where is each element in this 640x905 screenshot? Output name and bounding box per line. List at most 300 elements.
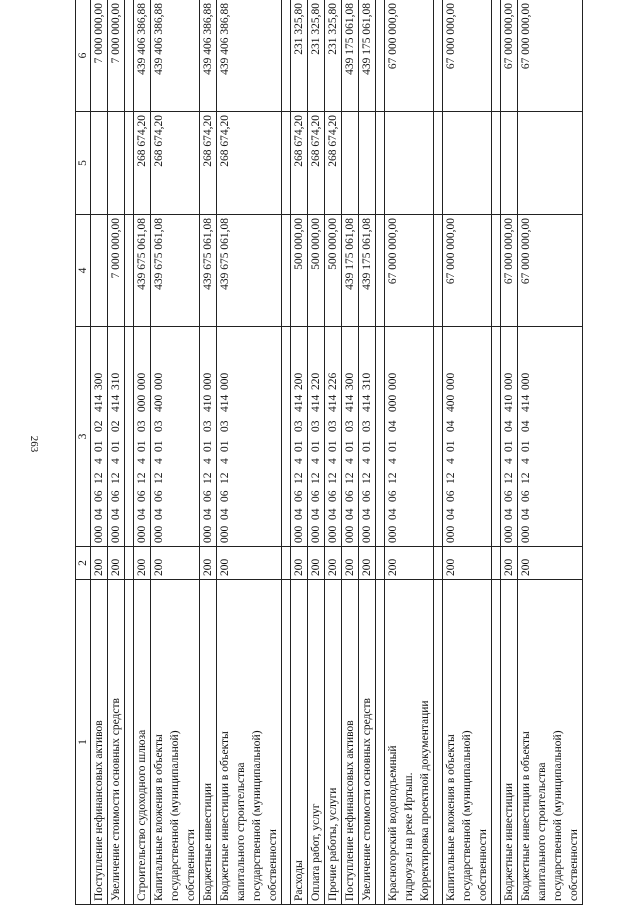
- header-cell: 6: [76, 0, 91, 112]
- code-part: 04: [503, 508, 515, 520]
- admin-code-cell: 200: [308, 547, 325, 580]
- amount-col6: 67 000 000,00: [385, 0, 434, 112]
- code-part: 000: [136, 525, 148, 543]
- code-part: 12: [310, 472, 322, 484]
- code-part: 03: [344, 420, 356, 432]
- spacer-cell: [125, 547, 134, 580]
- code-part: 12: [293, 472, 305, 484]
- table-row: [217, 0, 282, 905]
- code-part: 03: [153, 420, 165, 432]
- budget-code-cell: [342, 327, 359, 547]
- spacer-cell: [125, 327, 134, 547]
- code-part: 06: [310, 490, 322, 502]
- row-name-cell: [501, 580, 518, 905]
- amount-col5: [385, 112, 434, 215]
- amount-col6: 439 406 386,88: [200, 0, 217, 112]
- row-name-line: капитального строительства: [536, 762, 548, 901]
- code-part: 000: [219, 372, 231, 390]
- spacer-cell: [492, 580, 501, 905]
- code-part: 06: [344, 490, 356, 502]
- code-part: 04: [110, 508, 122, 520]
- row-name-cell: [359, 580, 376, 905]
- code-part: 01: [293, 440, 305, 452]
- code-part: 12: [520, 472, 532, 484]
- amount-col4: 67 000 000,00: [443, 215, 492, 327]
- code-part: 06: [445, 490, 457, 502]
- amount-col4: 439 175 061,08: [359, 215, 376, 327]
- row-name-line: собственности: [568, 829, 580, 901]
- row-name-cell: [91, 580, 108, 905]
- code-part: 01: [327, 440, 339, 452]
- code-part: 000: [520, 525, 532, 543]
- row-name-line: Оплата работ, услуг: [310, 803, 322, 901]
- row-name-line: государственной (муниципальной): [251, 730, 263, 901]
- spacer-cell: [376, 327, 385, 547]
- code-part: 01: [445, 440, 457, 452]
- code-part: 02: [93, 420, 105, 432]
- amount-col5: [518, 112, 583, 215]
- code-part: 4: [445, 458, 457, 464]
- budget-code-cell: [385, 327, 434, 547]
- code-part: 414: [310, 394, 322, 412]
- amount-col5: [342, 112, 359, 215]
- code-part: 12: [344, 472, 356, 484]
- admin-code-cell: 200: [518, 547, 583, 580]
- admin-code-cell: 200: [385, 547, 434, 580]
- admin-code-cell: 200: [151, 547, 200, 580]
- code-part: 4: [202, 458, 214, 464]
- amount-col4: 439 675 061,08: [200, 215, 217, 327]
- amount-col5: 268 674,20: [151, 112, 200, 215]
- code-part: 000: [310, 525, 322, 543]
- code-part: 12: [361, 472, 373, 484]
- budget-code-cell: [108, 327, 125, 547]
- header-row: [76, 0, 91, 905]
- code-part: 03: [327, 420, 339, 432]
- code-part: 4: [293, 458, 305, 464]
- budget-code-cell: [443, 327, 492, 547]
- header-cell: 3: [76, 327, 91, 547]
- header-cell: 4: [76, 215, 91, 327]
- amount-col6: 439 175 061,08: [359, 0, 376, 112]
- table-row: [443, 0, 492, 905]
- amount-col6: 67 000 000,00: [518, 0, 583, 112]
- code-part: 04: [293, 508, 305, 520]
- code-part: 414: [327, 394, 339, 412]
- code-part: 04: [445, 508, 457, 520]
- code-part: 000: [153, 372, 165, 390]
- spacer-cell: [282, 547, 291, 580]
- spacer-cell: [376, 547, 385, 580]
- row-name-line: собственности: [185, 829, 197, 901]
- code-part: 04: [361, 508, 373, 520]
- code-part: 000: [387, 372, 399, 390]
- row-name-line: капитального строительства: [235, 762, 247, 901]
- code-part: 000: [219, 525, 231, 543]
- spacer-cell: [125, 0, 134, 112]
- admin-code-cell: 200: [200, 547, 217, 580]
- table-row: [359, 0, 376, 905]
- spacer-cell: [492, 547, 501, 580]
- code-part: 000: [136, 372, 148, 390]
- code-part: 4: [361, 458, 373, 464]
- table-row: [200, 0, 217, 905]
- code-part: 410: [202, 394, 214, 412]
- code-part: 01: [503, 440, 515, 452]
- spacer-row: [376, 0, 385, 905]
- code-part: 4: [520, 458, 532, 464]
- code-part: 12: [445, 472, 457, 484]
- admin-code-cell: 200: [359, 547, 376, 580]
- row-name-line: Капитальные вложения в объекты: [153, 734, 165, 901]
- amount-col5: [91, 112, 108, 215]
- row-name-line: гидроузел на реке Иртыш.: [403, 772, 415, 901]
- code-part: 06: [219, 490, 231, 502]
- row-name-line: Поступление нефинансовых активов: [93, 720, 105, 901]
- code-part: 300: [93, 372, 105, 390]
- code-part: 4: [327, 458, 339, 464]
- amount-col6: 67 000 000,00: [443, 0, 492, 112]
- code-part: 01: [136, 440, 148, 452]
- row-name-line: Красногорский водоподъемный: [387, 745, 399, 901]
- code-part: 06: [387, 490, 399, 502]
- code-part: 02: [110, 420, 122, 432]
- code-part: 06: [327, 490, 339, 502]
- spacer-row: [282, 0, 291, 905]
- budget-table: [75, 0, 583, 905]
- code-part: 03: [361, 420, 373, 432]
- row-name-cell: [325, 580, 342, 905]
- amount-col4: 500 000,00: [308, 215, 325, 327]
- header-cell: 2: [76, 547, 91, 580]
- spacer-cell: [492, 0, 501, 112]
- table-row: [325, 0, 342, 905]
- code-part: 12: [202, 472, 214, 484]
- code-part: 000: [387, 394, 399, 412]
- admin-code-cell: 200: [217, 547, 282, 580]
- row-name-line: государственной (муниципальной): [461, 730, 473, 901]
- code-part: 414: [361, 394, 373, 412]
- amount-col6: 439 406 386,88: [217, 0, 282, 112]
- spacer-cell: [376, 0, 385, 112]
- spacer-cell: [282, 327, 291, 547]
- code-part: 414: [520, 394, 532, 412]
- code-part: 01: [93, 440, 105, 452]
- spacer-cell: [376, 112, 385, 215]
- code-part: 4: [219, 458, 231, 464]
- spacer-cell: [282, 0, 291, 112]
- row-name-cell: [342, 580, 359, 905]
- header-cell: 5: [76, 112, 91, 215]
- row-name-cell: [200, 580, 217, 905]
- amount-col4: [91, 215, 108, 327]
- code-part: 300: [344, 372, 356, 390]
- budget-code-cell: [200, 327, 217, 547]
- amount-col4: 67 000 000,00: [501, 215, 518, 327]
- spacer-cell: [282, 112, 291, 215]
- row-name-line: государственной (муниципальной): [169, 730, 181, 901]
- code-part: 06: [110, 490, 122, 502]
- admin-code-cell: 200: [325, 547, 342, 580]
- code-part: 310: [361, 372, 373, 390]
- code-part: 400: [445, 394, 457, 412]
- table-row: [501, 0, 518, 905]
- code-part: 414: [344, 394, 356, 412]
- code-part: 414: [93, 394, 105, 412]
- amount-col4: 439 675 061,08: [134, 215, 151, 327]
- spacer-row: [125, 0, 134, 905]
- row-name-line: собственности: [477, 829, 489, 901]
- code-part: 01: [344, 440, 356, 452]
- budget-code-cell: [217, 327, 282, 547]
- admin-code-cell: 200: [108, 547, 125, 580]
- code-part: 000: [503, 372, 515, 390]
- code-part: 04: [327, 508, 339, 520]
- row-name-cell: [291, 580, 308, 905]
- code-part: 000: [445, 372, 457, 390]
- spacer-cell: [376, 215, 385, 327]
- row-name-line: Поступление нефинансовых активов: [344, 720, 356, 901]
- row-name-cell: [443, 580, 492, 905]
- table-row: [134, 0, 151, 905]
- spacer-cell: [282, 580, 291, 905]
- code-part: 000: [202, 525, 214, 543]
- code-part: 06: [503, 490, 515, 502]
- admin-code-cell: 200: [291, 547, 308, 580]
- code-part: 06: [361, 490, 373, 502]
- row-name-line: государственной (муниципальной): [552, 730, 564, 901]
- code-part: 01: [520, 440, 532, 452]
- code-part: 220: [310, 372, 322, 390]
- row-name-line: Бюджетные инвестиции: [202, 782, 214, 901]
- code-part: 01: [387, 440, 399, 452]
- amount-col6: 439 406 386,88: [134, 0, 151, 112]
- code-part: 000: [361, 525, 373, 543]
- code-part: 04: [219, 508, 231, 520]
- code-part: 000: [93, 525, 105, 543]
- table-row: [291, 0, 308, 905]
- table-row: [108, 0, 125, 905]
- code-part: 4: [136, 458, 148, 464]
- code-part: 01: [219, 440, 231, 452]
- rotated-page: [75, 0, 639, 905]
- amount-col5: 268 674,20: [134, 112, 151, 215]
- code-part: 4: [153, 458, 165, 464]
- row-name-line: Увеличение стоимости основных средств: [110, 698, 122, 901]
- code-part: 414: [219, 394, 231, 412]
- page-number: 263: [28, 435, 40, 453]
- code-part: 03: [202, 420, 214, 432]
- spacer-cell: [282, 215, 291, 327]
- code-part: 06: [202, 490, 214, 502]
- code-part: 410: [503, 394, 515, 412]
- code-part: 04: [136, 508, 148, 520]
- code-part: 03: [219, 420, 231, 432]
- code-part: 4: [310, 458, 322, 464]
- code-part: 04: [310, 508, 322, 520]
- budget-code-cell: [518, 327, 583, 547]
- code-part: 000: [344, 525, 356, 543]
- code-part: 04: [387, 420, 399, 432]
- amount-col6: 231 325,80: [325, 0, 342, 112]
- table-row: [151, 0, 200, 905]
- spacer-cell: [492, 327, 501, 547]
- row-name-line: Расходы: [293, 860, 305, 901]
- spacer-cell: [434, 0, 443, 112]
- spacer-row: [492, 0, 501, 905]
- row-name-line: Капитальные вложения в объекты: [445, 734, 457, 901]
- code-part: 04: [520, 420, 532, 432]
- row-name-cell: [151, 580, 200, 905]
- code-part: 000: [327, 525, 339, 543]
- admin-code-cell: 200: [501, 547, 518, 580]
- code-part: 12: [219, 472, 231, 484]
- code-part: 400: [153, 394, 165, 412]
- code-part: 000: [445, 525, 457, 543]
- amount-col4: 7 000 000,00: [108, 215, 125, 327]
- spacer-cell: [492, 112, 501, 215]
- row-name-cell: [518, 580, 583, 905]
- amount-col5: [359, 112, 376, 215]
- code-part: 226: [327, 372, 339, 390]
- amount-col4: 439 675 061,08: [151, 215, 200, 327]
- code-part: 01: [153, 440, 165, 452]
- code-part: 414: [110, 394, 122, 412]
- code-part: 06: [93, 490, 105, 502]
- code-part: 04: [93, 508, 105, 520]
- amount-col5: 268 674,20: [291, 112, 308, 215]
- table-row: [91, 0, 108, 905]
- code-part: 03: [293, 420, 305, 432]
- amount-col6: 67 000 000,00: [501, 0, 518, 112]
- code-part: 12: [136, 472, 148, 484]
- amount-col4: 500 000,00: [291, 215, 308, 327]
- code-part: 12: [110, 472, 122, 484]
- table-row: [342, 0, 359, 905]
- code-part: 06: [136, 490, 148, 502]
- budget-code-cell: [325, 327, 342, 547]
- amount-col4: 67 000 000,00: [518, 215, 583, 327]
- code-part: 200: [293, 372, 305, 390]
- row-name-line: Строительство судоходного шлюза: [136, 729, 148, 901]
- amount-col4: 67 000 000,00: [385, 215, 434, 327]
- row-name-line: Увеличение стоимости основных средств: [361, 698, 373, 901]
- code-part: 12: [327, 472, 339, 484]
- row-name-line: Прочие работы, услуги: [327, 787, 339, 901]
- code-part: 310: [110, 372, 122, 390]
- code-part: 04: [202, 508, 214, 520]
- code-part: 06: [153, 490, 165, 502]
- row-name-line: Бюджетные инвестиции в объекты: [219, 731, 231, 901]
- row-name-line: Корректировка проектной документации: [419, 700, 431, 901]
- code-part: 04: [503, 420, 515, 432]
- code-part: 04: [344, 508, 356, 520]
- code-part: 4: [503, 458, 515, 464]
- amount-col5: [108, 112, 125, 215]
- code-part: 04: [520, 508, 532, 520]
- code-part: 12: [93, 472, 105, 484]
- code-part: 01: [310, 440, 322, 452]
- budget-code-cell: [151, 327, 200, 547]
- code-part: 01: [361, 440, 373, 452]
- budget-code-cell: [91, 327, 108, 547]
- amount-col6: 231 325,80: [308, 0, 325, 112]
- code-part: 12: [153, 472, 165, 484]
- row-name-line: собственности: [267, 829, 279, 901]
- code-part: 4: [344, 458, 356, 464]
- code-part: 000: [503, 525, 515, 543]
- spacer-row: [434, 0, 443, 905]
- code-part: 04: [445, 420, 457, 432]
- amount-col5: 268 674,20: [325, 112, 342, 215]
- row-name-cell: [308, 580, 325, 905]
- amount-col6: 7 000 000,00: [91, 0, 108, 112]
- amount-col6: 7 000 000,00: [108, 0, 125, 112]
- admin-code-cell: 200: [342, 547, 359, 580]
- spacer-cell: [434, 327, 443, 547]
- budget-code-cell: [134, 327, 151, 547]
- code-part: 4: [110, 458, 122, 464]
- table-row: [385, 0, 434, 905]
- row-name-cell: [134, 580, 151, 905]
- code-part: 000: [153, 525, 165, 543]
- amount-col5: [443, 112, 492, 215]
- amount-col5: 268 674,20: [200, 112, 217, 215]
- admin-code-cell: 200: [443, 547, 492, 580]
- amount-col4: 500 000,00: [325, 215, 342, 327]
- code-part: 01: [202, 440, 214, 452]
- spacer-cell: [125, 215, 134, 327]
- amount-col4: 439 175 061,08: [342, 215, 359, 327]
- spacer-cell: [492, 215, 501, 327]
- code-part: 01: [110, 440, 122, 452]
- amount-col6: 439 175 061,08: [342, 0, 359, 112]
- spacer-cell: [376, 580, 385, 905]
- amount-col6: 231 325,80: [291, 0, 308, 112]
- amount-col4: 439 675 061,08: [217, 215, 282, 327]
- spacer-cell: [125, 580, 134, 905]
- admin-code-cell: 200: [91, 547, 108, 580]
- code-part: 000: [520, 372, 532, 390]
- code-part: 04: [387, 508, 399, 520]
- budget-code-cell: [291, 327, 308, 547]
- budget-code-cell: [308, 327, 325, 547]
- table-body: [91, 0, 583, 905]
- amount-col5: 268 674,20: [217, 112, 282, 215]
- table-row: [308, 0, 325, 905]
- code-part: 000: [387, 525, 399, 543]
- table-row: [518, 0, 583, 905]
- budget-code-cell: [501, 327, 518, 547]
- spacer-cell: [125, 112, 134, 215]
- row-name-cell: [108, 580, 125, 905]
- row-name-line: Бюджетные инвестиции в объекты: [520, 731, 532, 901]
- code-part: 414: [293, 394, 305, 412]
- row-name-line: Бюджетные инвестиции: [503, 782, 515, 901]
- code-part: 000: [136, 394, 148, 412]
- row-name-cell: [385, 580, 434, 905]
- code-part: 04: [153, 508, 165, 520]
- spacer-cell: [434, 112, 443, 215]
- row-name-cell: [217, 580, 282, 905]
- code-part: 03: [310, 420, 322, 432]
- spacer-cell: [434, 580, 443, 905]
- code-part: 4: [93, 458, 105, 464]
- code-part: 12: [387, 472, 399, 484]
- header-cell: 1: [76, 580, 91, 905]
- amount-col6: 439 406 386,88: [151, 0, 200, 112]
- code-part: 000: [202, 372, 214, 390]
